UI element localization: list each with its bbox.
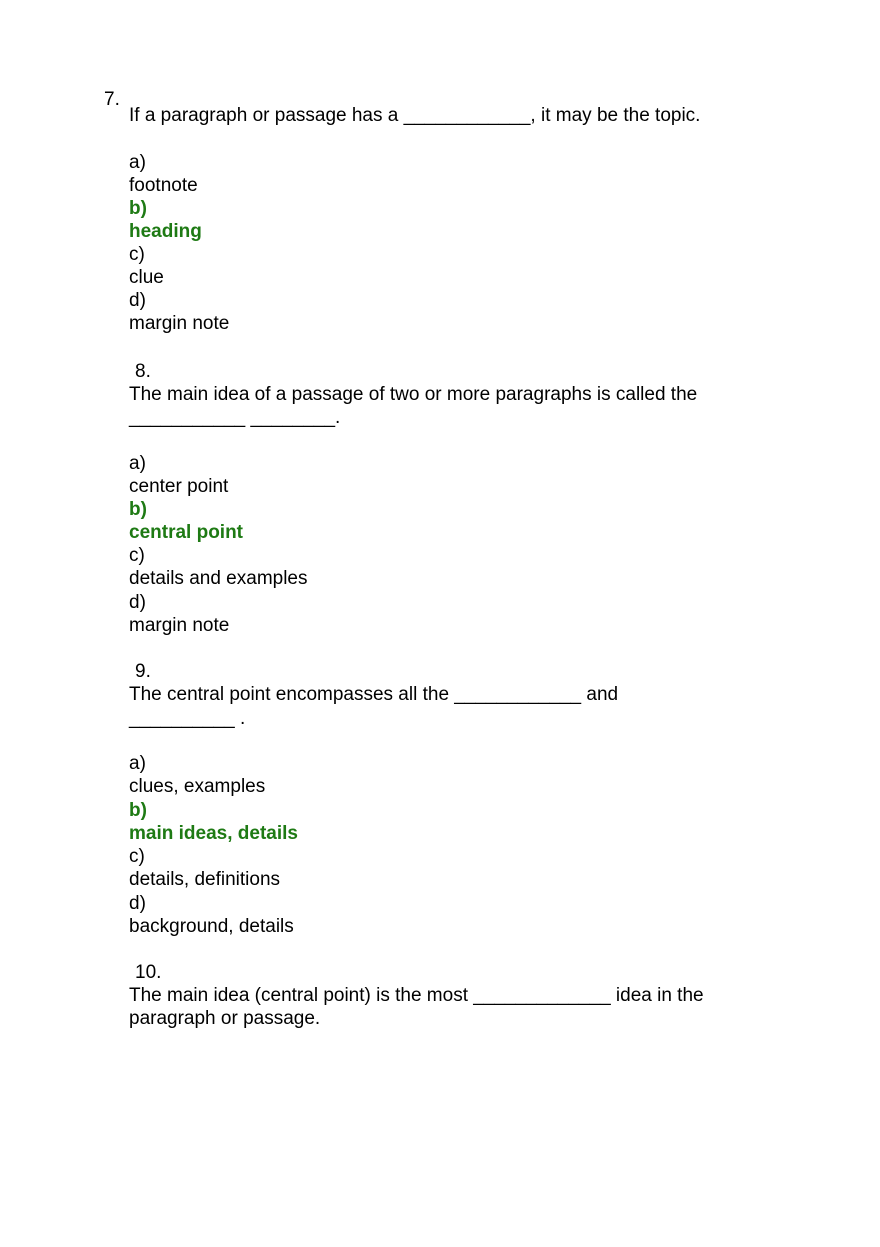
- question-7-option-d-letter: d): [129, 290, 146, 311]
- question-7-number: 7.: [104, 89, 120, 110]
- question-8-text-line-1: The main idea of a passage of two or more paragraphs is called the: [129, 384, 698, 405]
- question-7-option-c-text: clue: [129, 267, 164, 288]
- question-10-number: 10.: [135, 962, 162, 983]
- question-8-option-b-letter: b): [129, 499, 147, 520]
- question-9-option-b-letter: b): [129, 800, 147, 821]
- question-9-number: 9.: [135, 661, 151, 682]
- question-9-text-line-1: The central point encompasses all the ____________ and: [129, 684, 619, 705]
- question-9-option-c-letter: c): [129, 846, 145, 867]
- question-7-option-a-text: footnote: [129, 175, 198, 196]
- question-9-option-d-letter: d): [129, 893, 146, 914]
- question-7-text: If a paragraph or passage has a ____________, it may be the topic.: [129, 105, 701, 126]
- question-8-option-d-letter: d): [129, 592, 146, 613]
- question-8-text-line-2: ___________ ________.: [129, 407, 341, 428]
- question-10-text-line-2: paragraph or passage.: [129, 1008, 321, 1029]
- question-9-option-c-text: details, definitions: [129, 869, 281, 890]
- question-9-option-a-text: clues, examples: [129, 776, 266, 797]
- question-10-text-line-1: The main idea (central point) is the most _____________ idea in the: [129, 985, 704, 1006]
- question-7-option-a-letter: a): [129, 152, 146, 173]
- question-7-option-d-text: margin note: [129, 313, 230, 334]
- question-9-option-b-text: main ideas, details: [129, 823, 298, 844]
- question-8-option-c-letter: c): [129, 545, 145, 566]
- question-8-option-a-text: center point: [129, 476, 229, 497]
- question-7-option-b-letter: b): [129, 198, 147, 219]
- question-8-option-a-letter: a): [129, 453, 146, 474]
- question-8-option-c-text: details and examples: [129, 568, 308, 589]
- question-7-option-b-text: heading: [129, 221, 202, 242]
- question-9-text-line-2: __________ .: [129, 708, 246, 729]
- question-8-option-d-text: margin note: [129, 615, 230, 636]
- question-8-number: 8.: [135, 361, 151, 382]
- question-7-option-c-letter: c): [129, 244, 145, 265]
- question-9-option-a-letter: a): [129, 753, 146, 774]
- question-9-option-d-text: background, details: [129, 916, 294, 937]
- question-8-option-b-text: central point: [129, 522, 244, 543]
